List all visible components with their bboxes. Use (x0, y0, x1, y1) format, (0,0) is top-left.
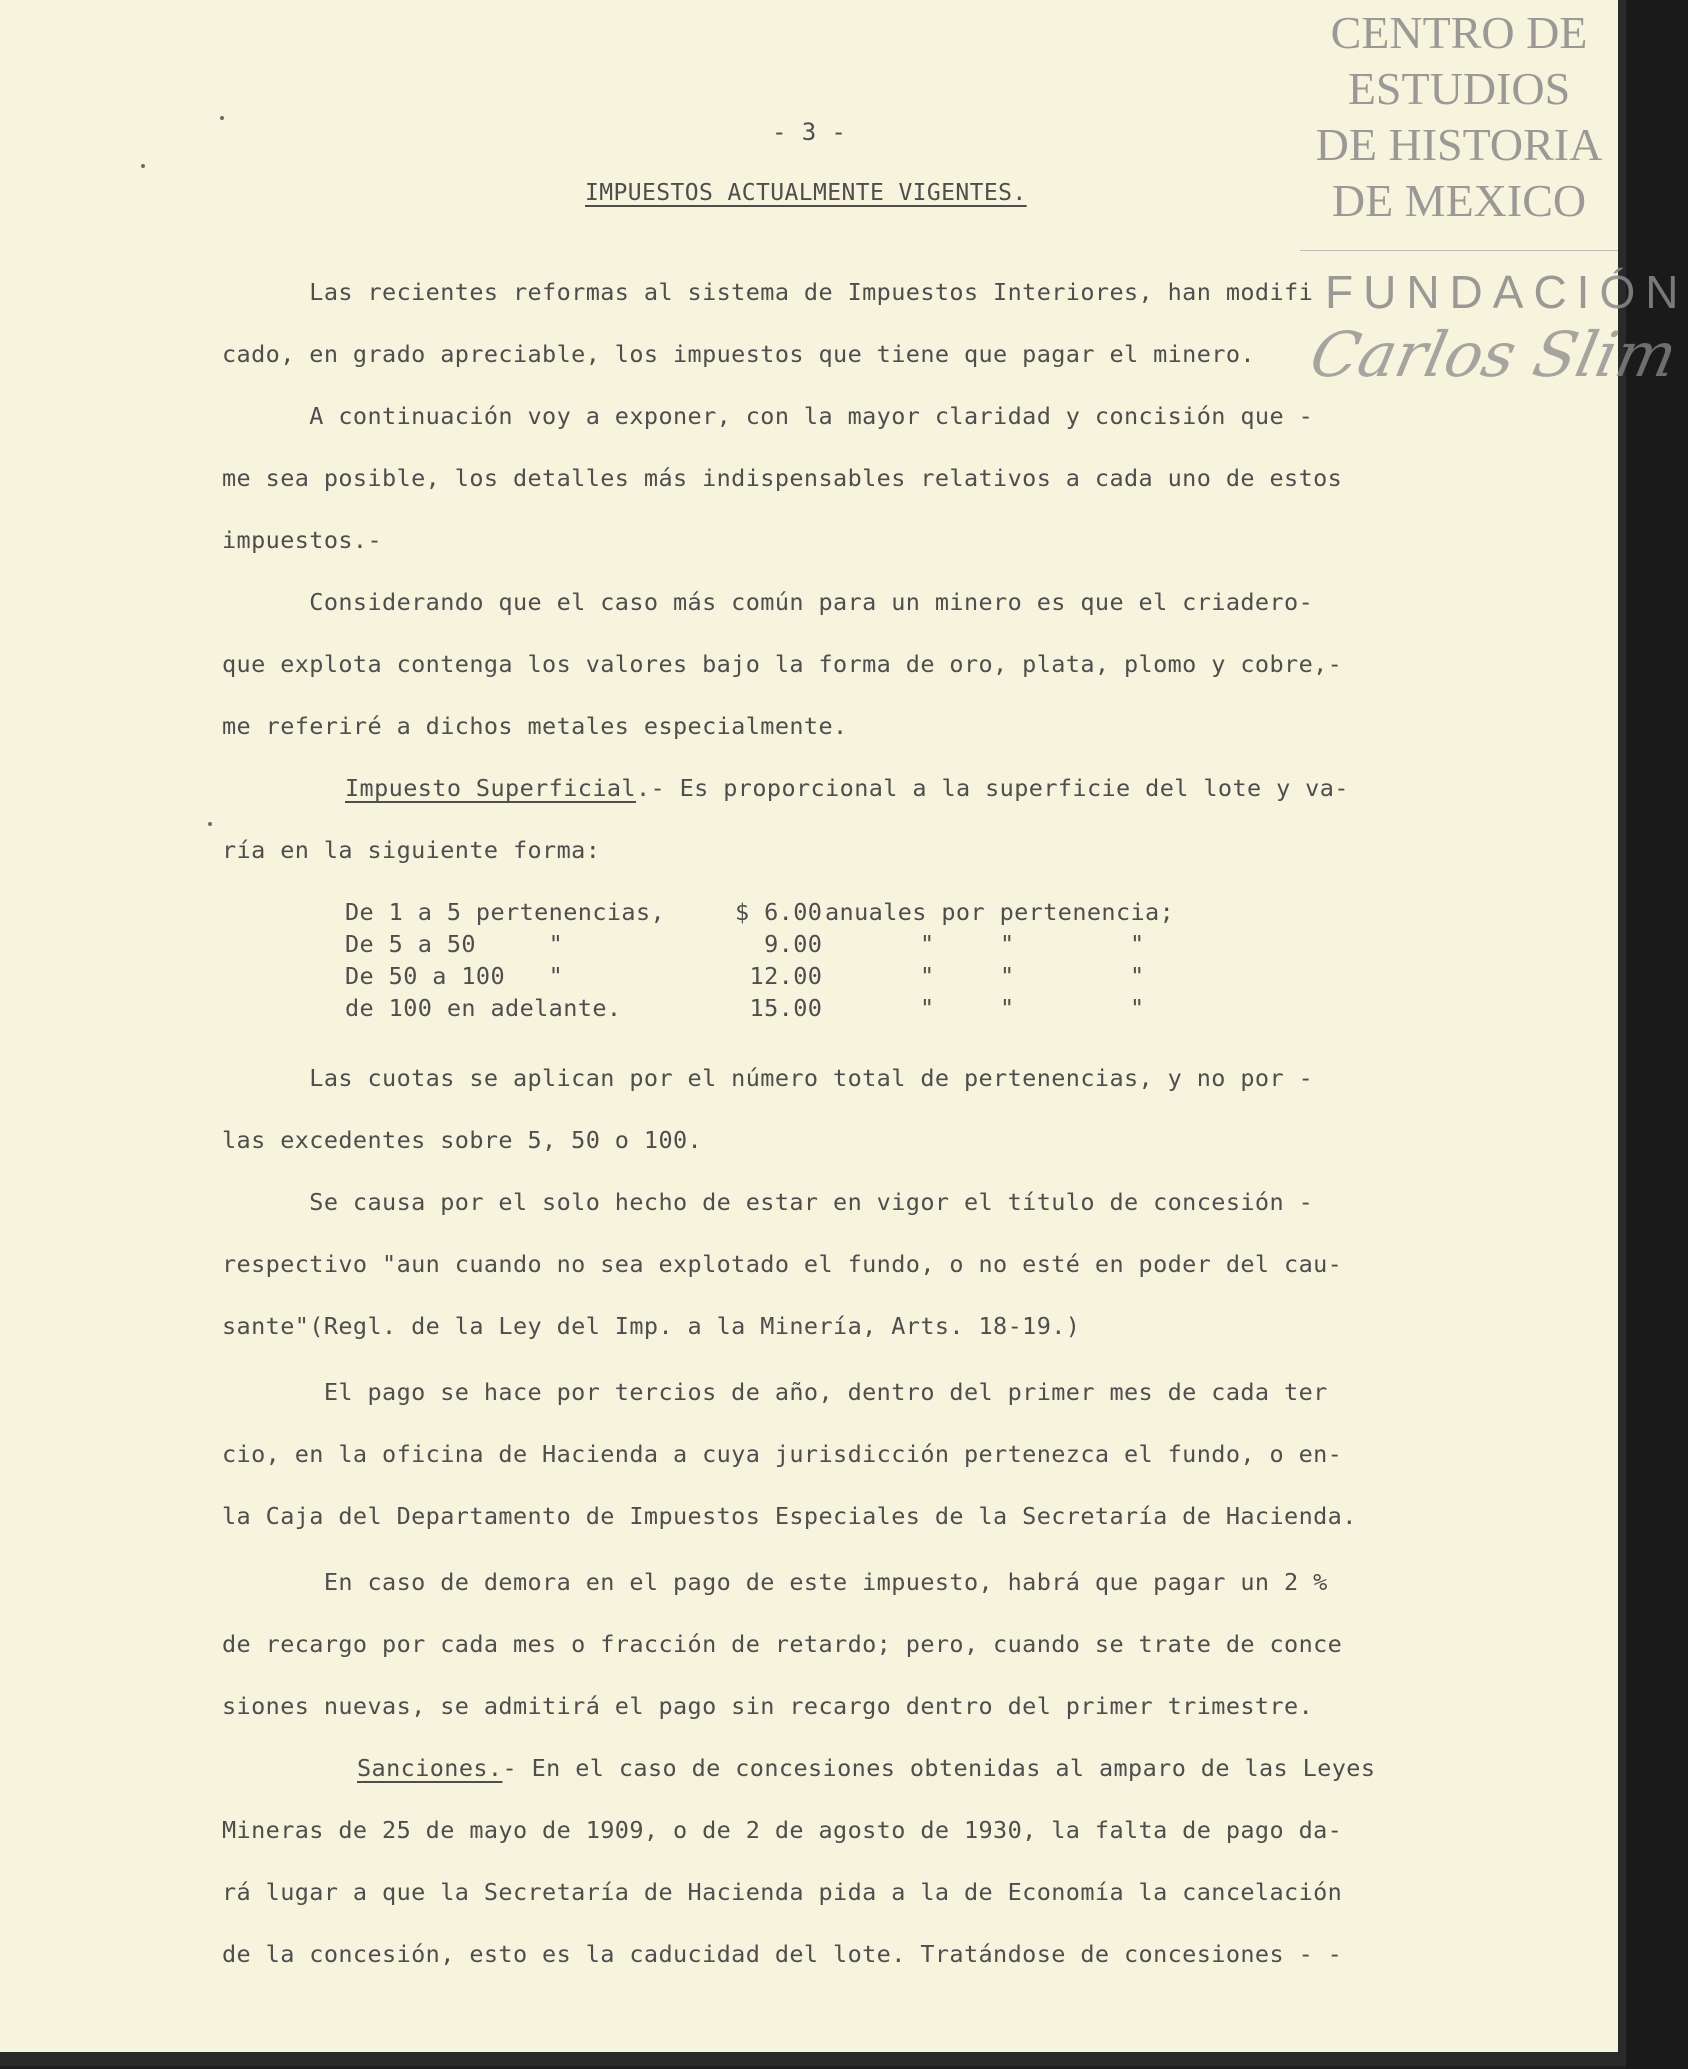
archive-watermark (1300, 5, 1618, 229)
rate-unit: anuales por pertenencia; (825, 898, 1175, 926)
body-line: siones nuevas, se admitirá el pago sin recargo dentro del primer trimestre. (222, 1692, 1314, 1720)
ditto-mark: " (920, 962, 935, 990)
section-heading-sanciones: Sanciones. (357, 1754, 503, 1782)
ditto-mark: " (1130, 930, 1145, 958)
body-line: cio, en la oficina de Hacienda a cuya jurisdicción pertenezca el fundo, o en- (222, 1440, 1343, 1468)
body-line: de la concesión, esto es la caducidad del lote. Tratándose de concesiones - - (222, 1940, 1343, 1968)
body-line: Las cuotas se aplican por el número total de pertenencias, y no por - (222, 1064, 1314, 1092)
body-line: rá lugar a que la Secretaría de Hacienda pida a la de Economía la cancelación (222, 1878, 1343, 1906)
watermark-signature: Carlos Slim (1304, 318, 1684, 391)
document-title: IMPUESTOS ACTUALMENTE VIGENTES. (585, 180, 1027, 206)
watermark-line: ESTUDIOS (1347, 63, 1571, 114)
watermark-line: DE MEXICO (1331, 175, 1587, 226)
ink-speck (208, 822, 212, 826)
body-line: las excedentes sobre 5, 50 o 100. (222, 1126, 703, 1154)
rate-amount: 9.00 (735, 930, 823, 958)
body-line: En caso de demora en el pago de este impuesto, habrá que pagar un 2 % (222, 1568, 1328, 1596)
ditto-mark: " (1000, 930, 1015, 958)
watermark-foundation: FUNDACIÓN (1325, 266, 1688, 318)
body-line: me referiré a dichos metales especialmente. (222, 712, 848, 740)
body-line: cado, en grado apreciable, los impuestos que tiene que pagar el minero. (222, 340, 1255, 368)
rate-range: De 5 a 50 " (345, 930, 564, 958)
section-sanciones (357, 1754, 1375, 1782)
body-line: Mineras de 25 de mayo de 1909, o de 2 de agosto de 1930, la falta de pago da- (222, 1816, 1343, 1844)
rate-amount: 12.00 (735, 962, 823, 990)
body-line: A continuación voy a exponer, con la mayor claridad y concisión que - (222, 402, 1314, 430)
body-line: Considerando que el caso más común para un minero es que el criadero- (222, 588, 1314, 616)
watermark-line: DE HISTORIA (1315, 119, 1603, 170)
ditto-mark: " (920, 994, 935, 1022)
ink-speck (220, 116, 224, 120)
body-line: la Caja del Departamento de Impuestos Especiales de la Secretaría de Hacienda. (222, 1502, 1357, 1530)
section-superficial (345, 774, 1349, 802)
body-line: me sea posible, los detalles más indispensables relativos a cada uno de estos (222, 464, 1343, 492)
ink-speck (141, 164, 145, 168)
watermark-line: CENTRO DE (1330, 7, 1588, 58)
watermark-divider (1300, 250, 1618, 251)
ditto-mark: " (920, 930, 935, 958)
body-line: Se causa por el solo hecho de estar en vigor el título de concesión - (222, 1188, 1314, 1216)
rate-range: De 1 a 5 pertenencias, (345, 898, 666, 926)
section-text: - En el caso de concesiones obtenidas al amparo de las Leyes (502, 1754, 1376, 1782)
rate-range: De 50 a 100 " (345, 962, 564, 990)
ditto-mark: " (1000, 962, 1015, 990)
ditto-mark: " (1130, 962, 1145, 990)
ditto-mark: " (1130, 994, 1145, 1022)
body-line: ría en la siguiente forma: (222, 836, 601, 864)
page-number: - 3 - (772, 118, 847, 146)
rate-amount: $ 6.00 (735, 898, 823, 926)
body-line: respectivo "aun cuando no sea explotado el fundo, o no esté en poder del cau- (222, 1250, 1343, 1278)
body-line: Las recientes reformas al sistema de Impuestos Interiores, han modifi (222, 278, 1314, 306)
rate-range: de 100 en adelante. (345, 994, 622, 1022)
body-line: que explota contenga los valores bajo la forma de oro, plata, plomo y cobre,- (222, 650, 1343, 678)
body-line: sante"(Regl. de la Ley del Imp. a la Minería, Arts. 18-19.) (222, 1312, 1081, 1340)
section-text: .- Es proporcional a la superficie del lote y va- (635, 774, 1349, 802)
body-line: impuestos.- (222, 526, 383, 554)
body-line: El pago se hace por tercios de año, dentro del primer mes de cada ter (222, 1378, 1328, 1406)
section-heading-superficial: Impuesto Superficial (345, 774, 636, 802)
ditto-mark: " (1000, 994, 1015, 1022)
rate-amount: 15.00 (735, 994, 823, 1022)
body-line: de recargo por cada mes o fracción de retardo; pero, cuando se trate de conce (222, 1630, 1343, 1658)
